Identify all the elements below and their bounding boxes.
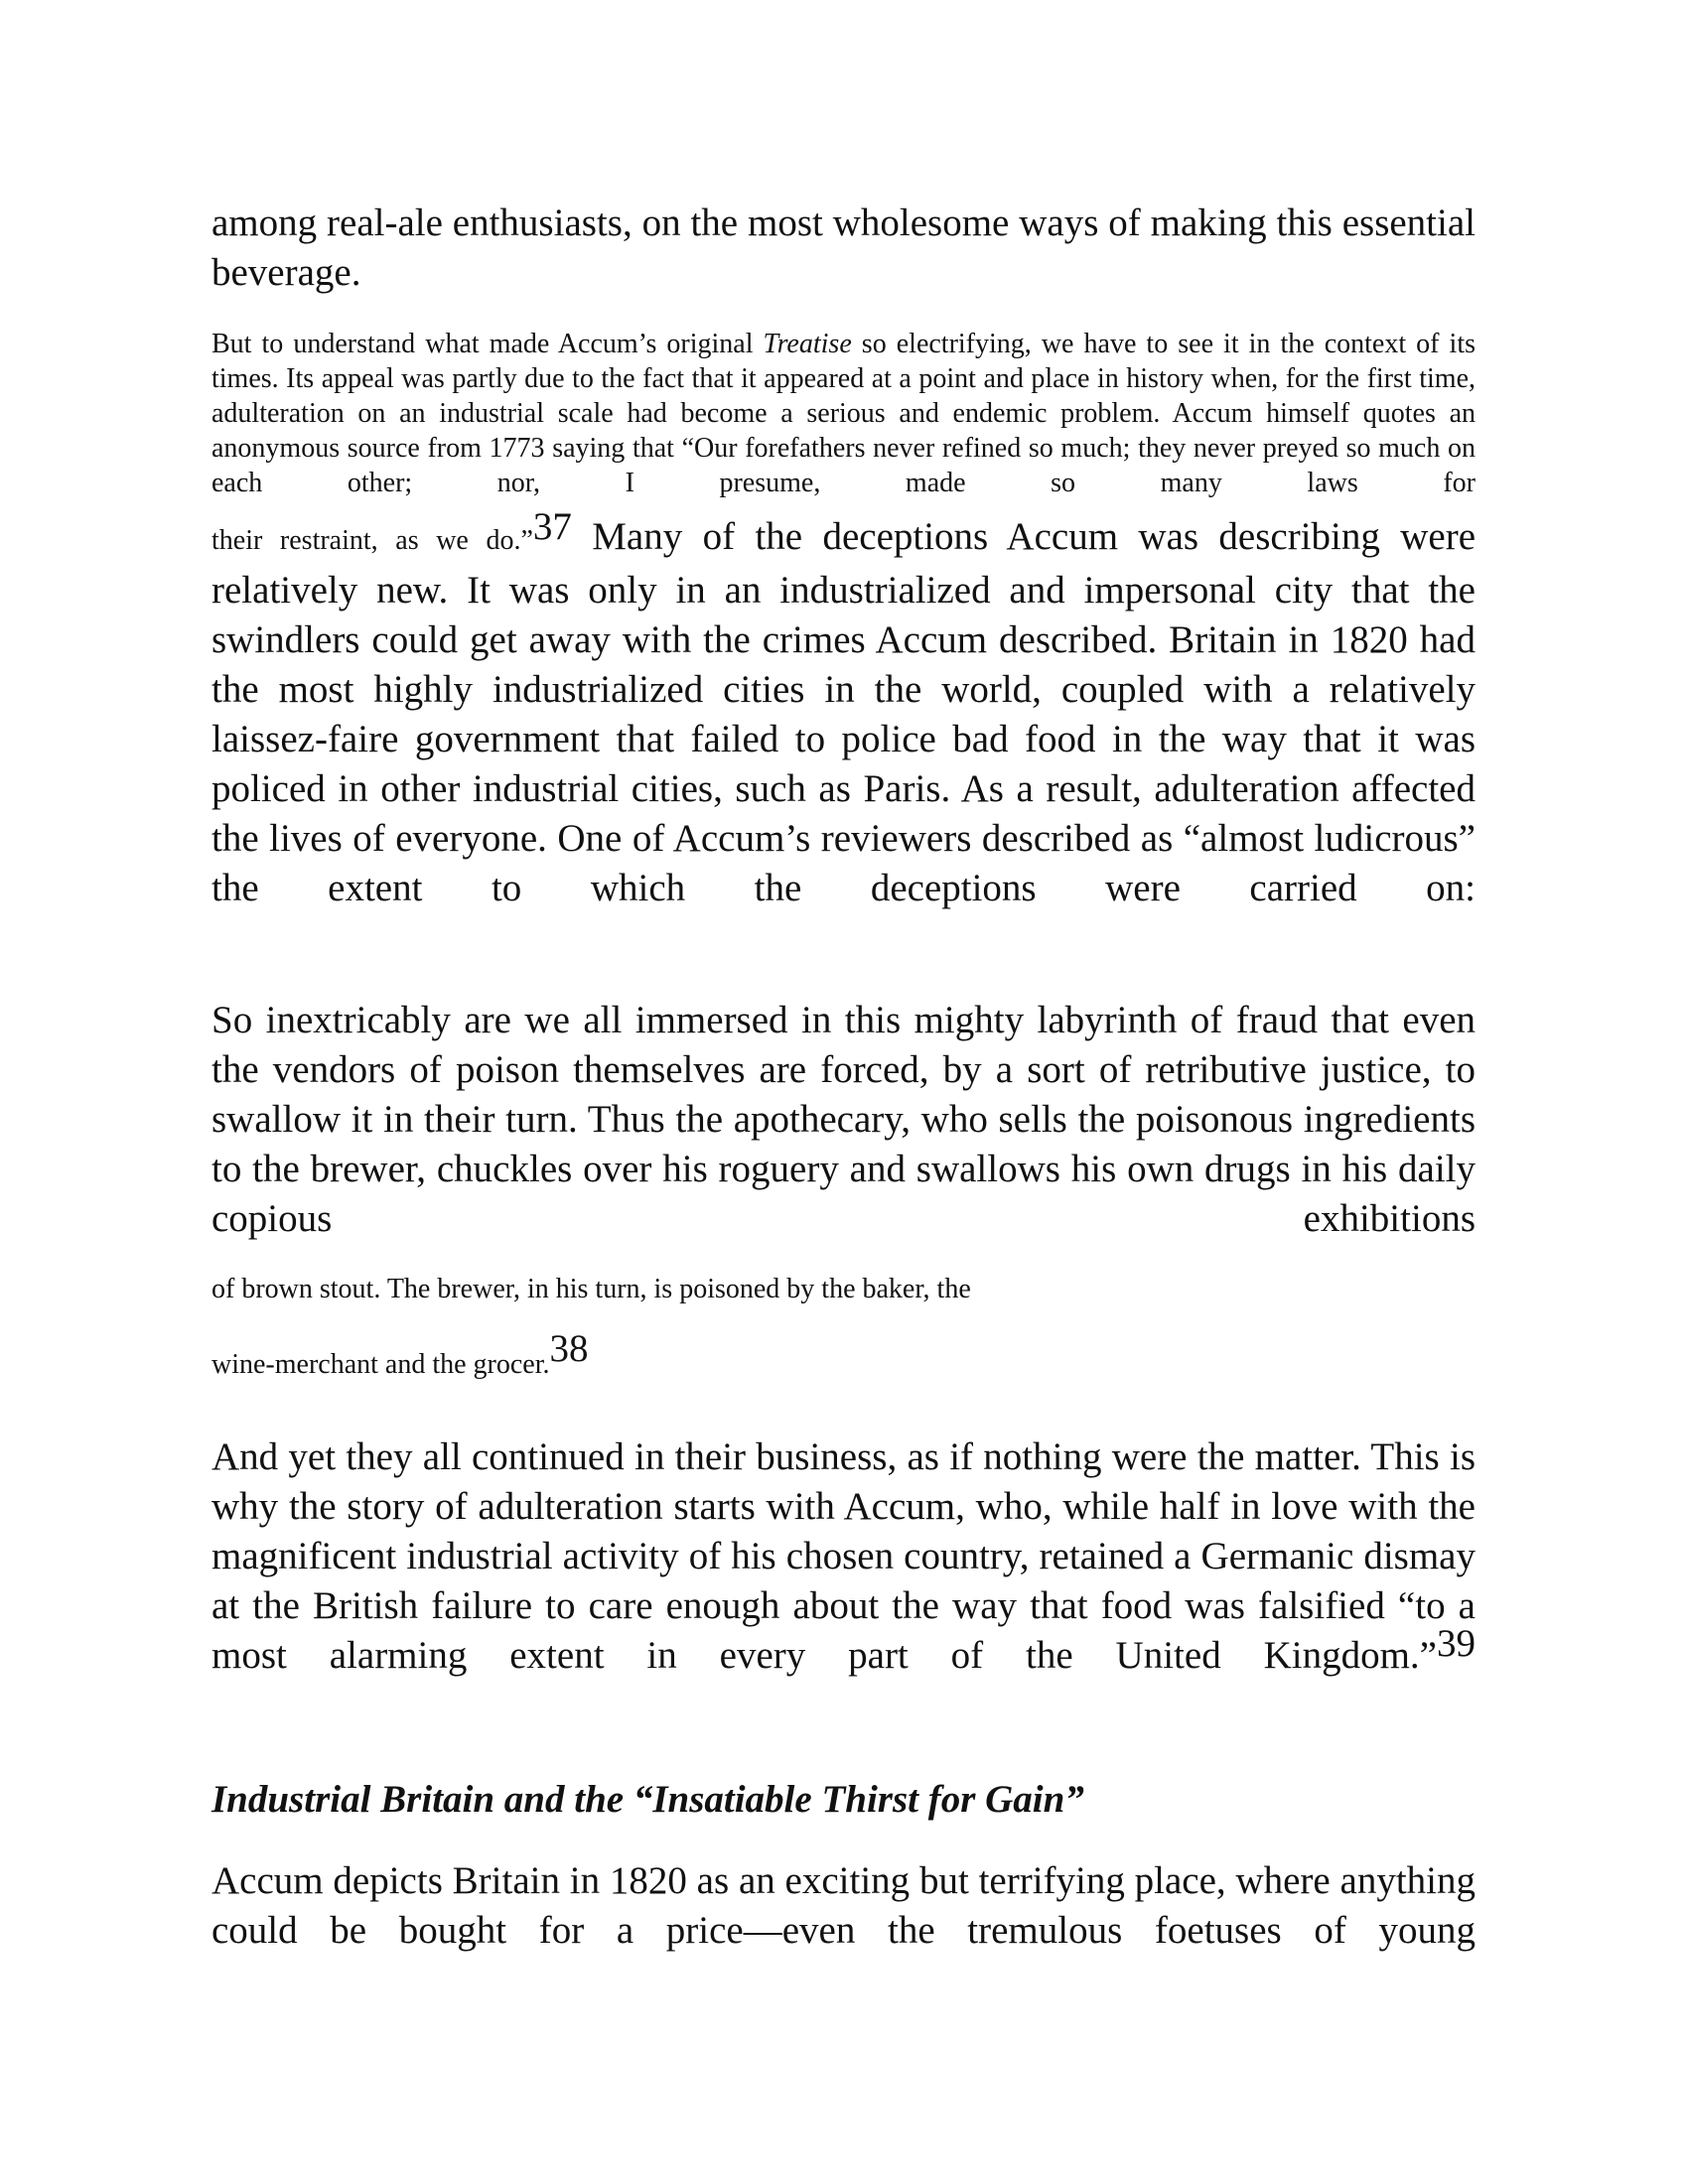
block-quote-end	[211, 1327, 1476, 1385]
paragraph-body: Many of the deceptions Accum was describing were relatively new. It was only in an industrialized and impersonal city that the swindlers could get away with the crimes Accum described. Britain in 1820 had the most highly industrialized cities in the world, coupled with a relatively laissez-faire government that failed to police bad food in the way that it was policed in other industrial cities, such as Paris. As a result, adulteration affected the lives of everyone. One of Accum’s reviewers described as “almost ludicrous” the extent to which the deceptions were carried on:	[211, 515, 1477, 909]
paragraph-carryover: among real-ale enthusiasts, on the most wholesome ways of making this essential beverage.	[211, 202, 1476, 294]
paragraph-accum-story-text: And yet they all continued in their business, as if nothing were the matter. This is why the story of adulteration starts with Accum, who, while half in love with the magnificent industrial activity of his chosen country, retained a Germanic dismay at the British failure to care enough about the way that food was falsified “to a most alarming extent in every part of the United Kingdom.”	[211, 1435, 1476, 1677]
footnote-39[interactable]: 39	[1437, 1622, 1476, 1665]
footnote-38[interactable]: 38	[549, 1327, 589, 1370]
paragraph-small-text-b: so electrifying, we have to see it in the context of its times. Its appeal was partly due to the fact that it appeared at a point and place in history when, for the first time, adulteration on an industrial scale had become a serious and endemic problem. Accum himself quotes an anonymous source from 1773 saying that “Our forefathers never refined so much; they never preyed so much on each other; nor, I presume, made so many laws for	[211, 329, 1477, 498]
paragraph-accum-story	[211, 1433, 1476, 1730]
treatise-title: Treatise	[763, 329, 852, 359]
paragraph-britain-1820: Accum depicts Britain in 1820 as an exciting but terrifying place, where anything could be bought for a price—even the tremulous foetuses of young	[211, 1859, 1476, 1952]
paragraph-small-text-a: But to understand what made Accum’s original	[211, 329, 764, 359]
paragraph-lead-small: their restraint, as we do.”	[211, 525, 533, 556]
paragraph-small-context	[211, 327, 1476, 535]
block-quote-end-text: wine-merchant and the grocer.	[211, 1349, 550, 1380]
footnote-37[interactable]: 37	[532, 505, 572, 548]
block-quote-continuation: of brown stout. The brewer, in his turn, is poisoned by the baker, the	[211, 1274, 971, 1304]
paragraph-accum-context	[211, 505, 1477, 963]
block-quote-fraud: So inextricably are we all immersed in this mighty labyrinth of fraud that even the vendors of poison themselves are forced, by a sort of retributive justice, to swallow it in their turn. Thus the apothecary, who sells the poisonous ingredients to the brewer, chuckles over his roguery and swallows his own drugs in his daily copious exhibitions	[211, 999, 1476, 1240]
section-heading: Industrial Britain and the “Insatiable Thirst for Gain”	[211, 1778, 1084, 1821]
